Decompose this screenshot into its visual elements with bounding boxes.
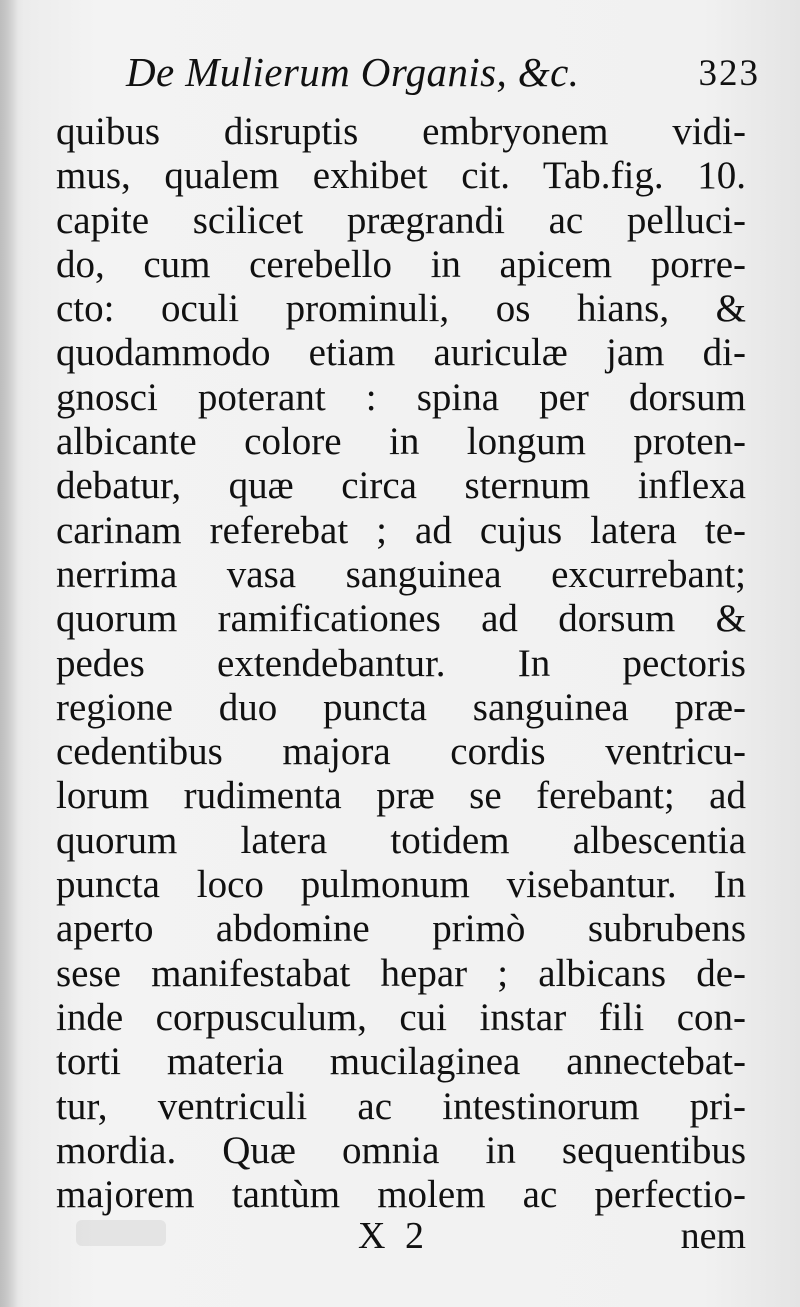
text-line: mus, qualem exhibet cit. Tab.fig. 10. (56, 154, 746, 198)
page-footer (56, 1214, 746, 1264)
text-line: debatur, quæ circa sternum inflexa (56, 464, 746, 508)
text-line: inde corpusculum, cui instar fili con- (56, 995, 746, 1039)
body-text (56, 110, 746, 1217)
text-line: quorum latera totidem albescentia (56, 818, 746, 862)
running-head: De Mulierum Organis, &c. (126, 49, 580, 95)
text-line: lorum rudimenta præ se ferebant; ad (56, 774, 746, 818)
text-line: torti materia mucilaginea annectebat- (56, 1040, 746, 1084)
text-line: pedes extendebantur. In pectoris (56, 641, 746, 685)
text-line: quodammodo etiam auriculæ jam di- (56, 331, 746, 375)
text-line: capite scilicet prægrandi ac pelluci- (56, 198, 746, 242)
text-line: cto: oculi prominuli, os hians, & (56, 287, 746, 331)
text-line: do, cum cerebello in apicem porre- (56, 242, 746, 286)
signature-mark: X 2 (358, 1215, 429, 1257)
text-line: quibus disruptis embryonem vidi- (56, 110, 746, 153)
text-line: majorem tantùm molem ac perfectio- (56, 1173, 746, 1217)
page-header (126, 48, 766, 98)
catchword: nem (680, 1215, 746, 1257)
text-line: puncta loco pulmonum visebantur. In (56, 863, 746, 907)
text-line: mordia. Quæ omnia in sequentibus (56, 1128, 746, 1172)
text-line: carinam referebat ; ad cujus latera te- (56, 508, 746, 552)
text-line: tur, ventriculi ac intestinorum pri- (56, 1084, 746, 1128)
text-line: cedentibus majora cordis ventricu- (56, 730, 746, 774)
text-line: nerrima vasa sanguinea excurrebant; (56, 552, 746, 596)
page-number: 323 (698, 53, 760, 94)
text-line: albicante colore in longum proten- (56, 420, 746, 464)
text-line: aperto abdomine primò subrubens (56, 907, 746, 951)
text-line: quorum ramificationes ad dorsum & (56, 597, 746, 641)
page-gutter-shadow (0, 0, 18, 1307)
text-line: sese manifestabat hepar ; albicans de- (56, 951, 746, 995)
text-line: regione duo puncta sanguinea præ- (56, 685, 746, 729)
text-line: gnosci poterant : spina per dorsum (56, 375, 746, 419)
